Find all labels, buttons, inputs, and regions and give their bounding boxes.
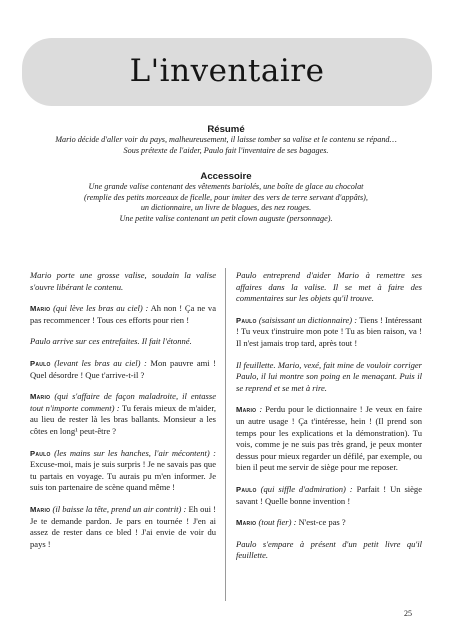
stage-direction: Paulo s'empare à présent d'un petit livre qu'il feuillette. <box>236 538 422 561</box>
dialogue-line <box>236 484 422 507</box>
speaker-name: Mario <box>236 405 257 415</box>
speaker-direction: (levant les bras au ciel) : <box>54 357 147 368</box>
dialogue-line <box>30 504 216 550</box>
resume-heading: Résumé <box>207 124 245 135</box>
accessoire-line: (remplie des petits morceaux de ficelle, pour imiter des vers de terre servant d'appâts), <box>84 192 368 202</box>
dialogue-text: Tiens ! Intéressant ! Tu veux t'instruire mon pote ! Tu as bien raison, va ! Il n'est jamais trop tard, après tout ! <box>236 314 422 348</box>
accessoire-line: un dictionnaire, un livre de blagues, des nez rouges. <box>140 203 312 213</box>
dialogue-line <box>30 391 216 437</box>
dialogue-line <box>236 517 422 529</box>
stage-direction: Mario porte une grosse valise, soudain la valise s'ouvre libérant le contenu. <box>30 270 216 292</box>
page-title: L'inventaire <box>129 53 325 89</box>
speaker-direction: (les mains sur les hanches, l'air mécontent) : <box>54 447 216 458</box>
dialogue-line <box>236 315 422 350</box>
dialogue-line <box>30 303 216 326</box>
accessoire-line: Une petite valise contenant un petit clown auguste (personnage). <box>119 214 333 224</box>
speaker-name: Paulo <box>236 484 257 494</box>
column-divider <box>225 268 226 601</box>
dialogue-text: Excuse-moi, mais je suis surpris ! Je ne savais pas que tu partais en voyage. Tu aurais pu m'en informer. Je suis ton partenaire de scène quand même ! <box>30 459 216 493</box>
stage-direction: Il feuillette. Mario, vexé, fait mine de vouloir corriger Paulo, il lui montre son poing en le menaçant. Puis il se reprend et se met à rire. <box>236 359 422 393</box>
resume-section <box>30 124 422 156</box>
speaker-name: Paulo <box>236 315 257 325</box>
resume-line: Sous prétexte de l'aider, Paulo fait l'inventaire de ses bagages. <box>123 145 329 155</box>
speaker-direction: (qui s'affaire de façon maladroite, il entasse tout n'importe comment) : <box>30 391 216 413</box>
accessoire-line: Une grande valise contenant des vêtements bariolés, une boîte de glace au chocolat <box>88 182 364 191</box>
speaker-direction: (qui siffle d'admiration) : <box>260 483 353 494</box>
speaker-name: Paulo <box>30 358 51 368</box>
dialogue-text: Mon pauvre ami ! Quel désordre ! Que t'arrive-t-il ? <box>30 357 217 380</box>
stage-direction: Paulo arrive sur ces entrefaites. Il fait l'étonné. <box>30 336 192 347</box>
accessoire-heading: Accessoire <box>200 171 252 182</box>
dialogue-line <box>30 358 216 381</box>
right-column <box>236 270 422 572</box>
speaker-direction: : <box>259 404 263 415</box>
speaker-direction: (qui lève les bras au ciel) : <box>53 303 149 314</box>
dialogue-line <box>30 448 216 494</box>
speaker-direction: (il baisse la tête, prend un air contrit) : <box>52 503 187 514</box>
accessoire-section <box>30 171 422 225</box>
dialogue-text: Tu ferais mieux de m'aider, au lieu de rester là les bras ballants. Monsieur a les côtes en long¹ peut-être ? <box>30 402 216 436</box>
dialogue-text: Parfait ! Un siège savant ! Quelle bonne invention ! <box>236 483 423 506</box>
title-banner <box>22 38 432 106</box>
speaker-direction: (saisissant un dictionnaire) : <box>258 314 358 325</box>
speaker-name: Mario <box>30 392 51 402</box>
stage-direction: Paulo entreprend d'aider Mario à remettre ses affaires dans la valise. Il se met à faire des commentaires sur les objets qu'il trouve. <box>236 270 422 304</box>
speaker-name: Mario <box>236 518 257 528</box>
dialogue-text: Perdu pour le dictionnaire ! Je veux en faire un autre usage ! Ça t'intéresse, hein ! (Il prend son temps pour les explications et la démonstration). Tu vois, comme je ne suis pas très grand, je peux monter dessus pour mieux regarder un défilé, par exemple, ou bien il peut me servir de siège pour me reposer. <box>236 404 423 473</box>
speaker-direction: (tout fier) : <box>258 517 297 528</box>
left-column <box>30 270 216 560</box>
page-number: 25 <box>404 609 412 618</box>
dialogue-line <box>236 404 422 474</box>
dialogue-text: Ah non ! Ça ne va pas recommencer ! Tous ces efforts pour rien ! <box>30 303 216 325</box>
speaker-name: Mario <box>30 304 51 314</box>
dialogue-text: N'est-ce pas ? <box>298 517 346 528</box>
speaker-name: Paulo <box>30 448 51 458</box>
speaker-name: Mario <box>30 504 51 514</box>
dialogue-text: Eh oui ! Je te demande pardon. Je pars en tournée ! J'en ai assez de rester dans ce bled ! J'ai envie de voir du pays ! <box>30 503 216 549</box>
resume-line: Mario décide d'aller voir du pays, malheureusement, il laisse tomber sa valise et le contenu se répand… <box>55 135 397 144</box>
